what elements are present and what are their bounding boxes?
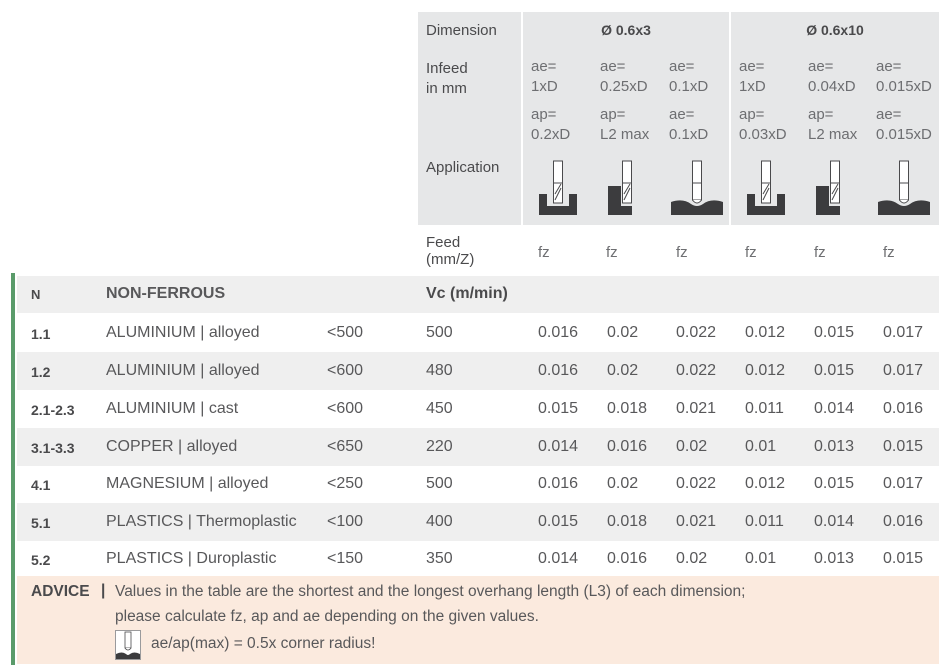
group-header-row bbox=[17, 276, 939, 313]
ap-value: ae= 0.015xD bbox=[876, 106, 932, 143]
table-row: 5.1 PLASTICS | Thermoplastic <100 400 0.015 0.018 0.021 0.011 0.014 0.016 bbox=[17, 503, 939, 541]
advice-line-3: ae/ap(max) = 0.5x corner radius! bbox=[151, 635, 376, 652]
slot-milling-icon bbox=[539, 160, 577, 216]
shoulder-milling-icon bbox=[816, 160, 854, 216]
group-title: NON-FERROUS bbox=[106, 285, 226, 302]
ae-value: ae= 1xD bbox=[739, 58, 766, 95]
feed-unit: fz bbox=[883, 244, 895, 261]
table-row: 3.1-3.3 COPPER | alloyed <650 220 0.014 0.016 0.02 0.01 0.013 0.015 bbox=[17, 428, 939, 466]
dimension-heading-1: Ø 0.6x3 bbox=[601, 22, 651, 38]
contour-milling-icon bbox=[671, 160, 723, 216]
ap-value: ap= L2 max bbox=[600, 106, 650, 143]
shoulder-milling-icon bbox=[608, 160, 646, 216]
feed-unit: fz bbox=[814, 244, 826, 261]
ae-value: ae= 0.04xD bbox=[808, 58, 856, 95]
ap-value: ap= L2 max bbox=[808, 106, 858, 143]
advice-line-2: please calculate fz, ap and ae depending on the given values. bbox=[115, 608, 539, 625]
advice-box bbox=[17, 576, 939, 664]
ball-end-mill-icon bbox=[115, 630, 141, 660]
ae-value: ae= 0.25xD bbox=[600, 58, 648, 95]
dimension-label: Dimension bbox=[426, 22, 497, 39]
ae-value: ae= 0.015xD bbox=[876, 58, 932, 95]
table-row: 1.1 ALUMINIUM | alloyed <500 500 0.016 0.02 0.022 0.012 0.015 0.017 bbox=[31, 324, 924, 342]
feed-unit: fz bbox=[538, 244, 550, 261]
advice-separator: | bbox=[101, 582, 106, 599]
infeed-label: Infeed in mm bbox=[426, 60, 468, 97]
group-n-label: N bbox=[31, 287, 41, 302]
table-row: 1.2 ALUMINIUM | alloyed <600 480 0.016 0.02 0.022 0.012 0.015 0.017 bbox=[17, 352, 939, 390]
ap-value: ap= 0.03xD bbox=[739, 106, 787, 143]
vc-label: Vc (m/min) bbox=[426, 285, 508, 302]
accent-bar bbox=[11, 273, 15, 665]
table-row: 2.1-2.3 ALUMINIUM | cast <600 450 0.015 0.018 0.021 0.011 0.014 0.016 bbox=[31, 400, 924, 418]
feed-unit: fz bbox=[745, 244, 757, 261]
table-row: 5.2 PLASTICS | Duroplastic <150 350 0.014 0.016 0.02 0.01 0.013 0.015 bbox=[31, 550, 924, 568]
feed-unit: fz bbox=[676, 244, 688, 261]
feed-unit: fz bbox=[606, 244, 618, 261]
slot-milling-icon bbox=[747, 160, 785, 216]
application-label: Application bbox=[426, 159, 500, 176]
advice-line-1: Values in the table are the shortest and the longest overhang length (L3) of each dimension; bbox=[115, 583, 746, 600]
advice-label: ADVICE bbox=[31, 583, 90, 600]
feed-label: Feed (mm/Z) bbox=[426, 234, 475, 268]
ap-value: ap= 0.2xD bbox=[531, 106, 571, 143]
contour-milling-icon bbox=[878, 160, 930, 216]
ae-value: ae= 0.1xD bbox=[669, 58, 709, 95]
ap-value: ae= 0.1xD bbox=[669, 106, 709, 143]
dimension-label-block bbox=[418, 12, 521, 225]
table-row: 4.1 MAGNESIUM | alloyed <250 500 0.016 0.02 0.022 0.012 0.015 0.017 bbox=[31, 475, 924, 493]
ae-value: ae= 1xD bbox=[531, 58, 558, 95]
dimension-heading-2: Ø 0.6x10 bbox=[806, 22, 864, 38]
